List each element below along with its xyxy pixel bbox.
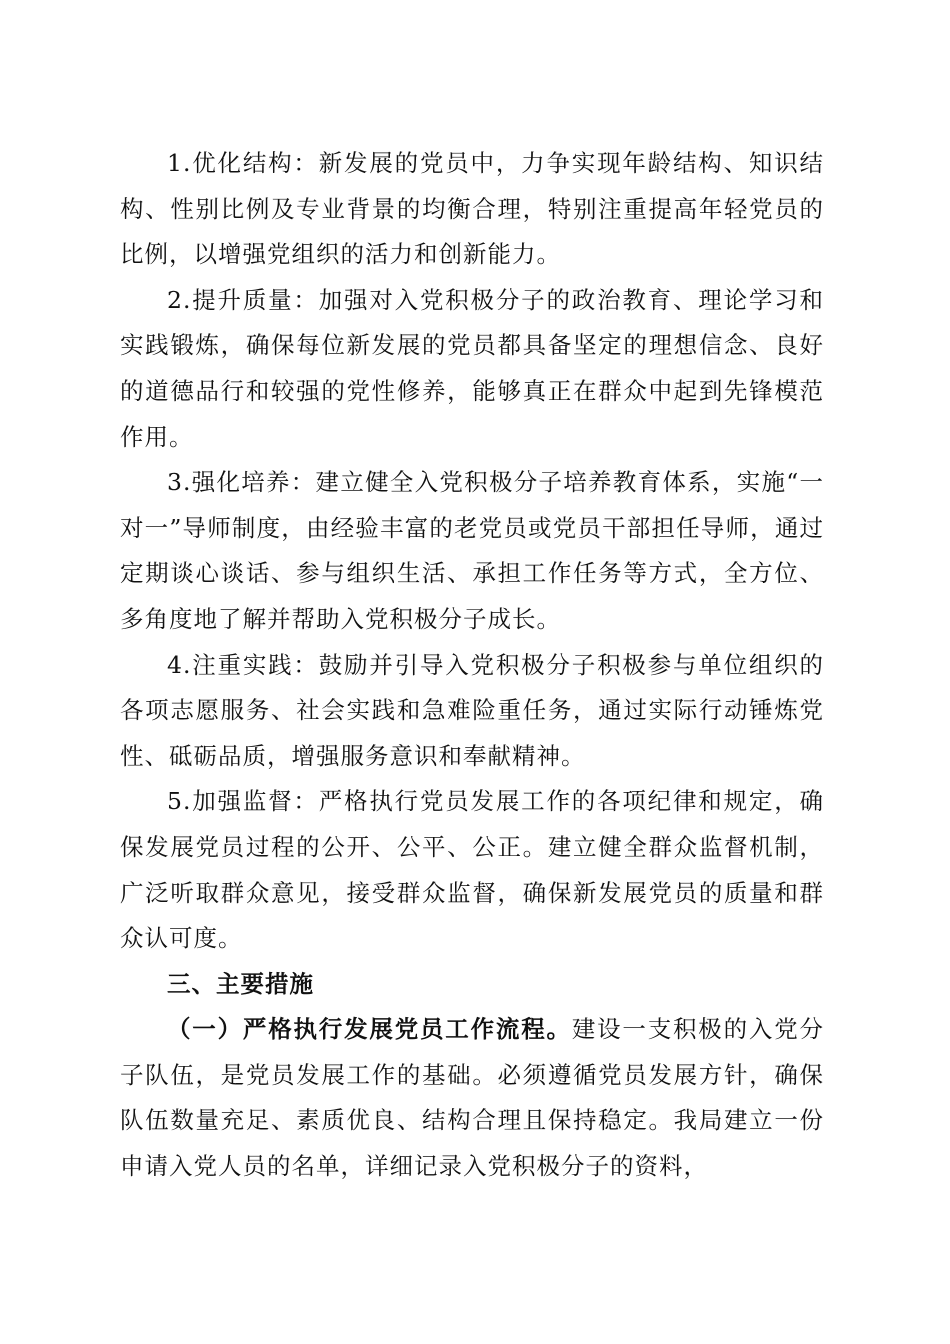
paragraph-strengthen-supervision: 5.加强监督：严格执行党员发展工作的各项纪律和规定，确保发展党员过程的公开、公平、公正。建立健全群众监督机制，广泛听取群众意见，接受群众监督，确保新发展党员的质量和群众认可度。 [120,787,824,953]
paragraph-optimize-structure: 1.优化结构：新发展的党员中，力争实现年龄结构、知识结构、性别比例及专业背景的均衡合理，特别注重提高年轻党员的比例，以增强党组织的活力和创新能力。 [120,149,824,269]
paragraph-focus-practice: 4.注重实践：鼓励并引导入党积极分子积极参与单位组织的各项志愿服务、社会实践和急难险重任务，通过实际行动锤炼党性、砥砺品质，增强服务意识和奉献精神。 [120,650,824,770]
paragraph-improve-quality: 2.提升质量：加强对入党积极分子的政治教育、理论学习和实践锻炼，确保每位新发展的党员都具备坚定的理想信念、良好的道德品行和较强的党性修养，能够真正在群众中起到先锋模范作用。 [120,285,824,451]
section-heading-main-measures: 三、主要措施 [167,969,314,998]
document-page [120,141,824,1190]
paragraph-measure-1 [120,1007,824,1189]
measure-1-lead: （一）严格执行发展党员工作流程。 [167,1015,572,1044]
measure-1-body: 建设一支积极的入党分子队伍，是党员发展工作的基础。必须遵循党员发展方针，确保队伍数量充足、素质优良、结构合理且保持稳定。我局建立一份申请入党人员的名单，详细记录入党积极分子的资料， [120,1015,825,1181]
paragraph-strengthen-training: 3.强化培养：建立健全入党积极分子培养教育体系，实施“一对一”导师制度，由经验丰富的老党员或党员干部担任导师，通过定期谈心谈话、参与组织生活、承担工作任务等方式，全方位、多角度地了解并帮助入党积极分子成长。 [120,468,824,633]
